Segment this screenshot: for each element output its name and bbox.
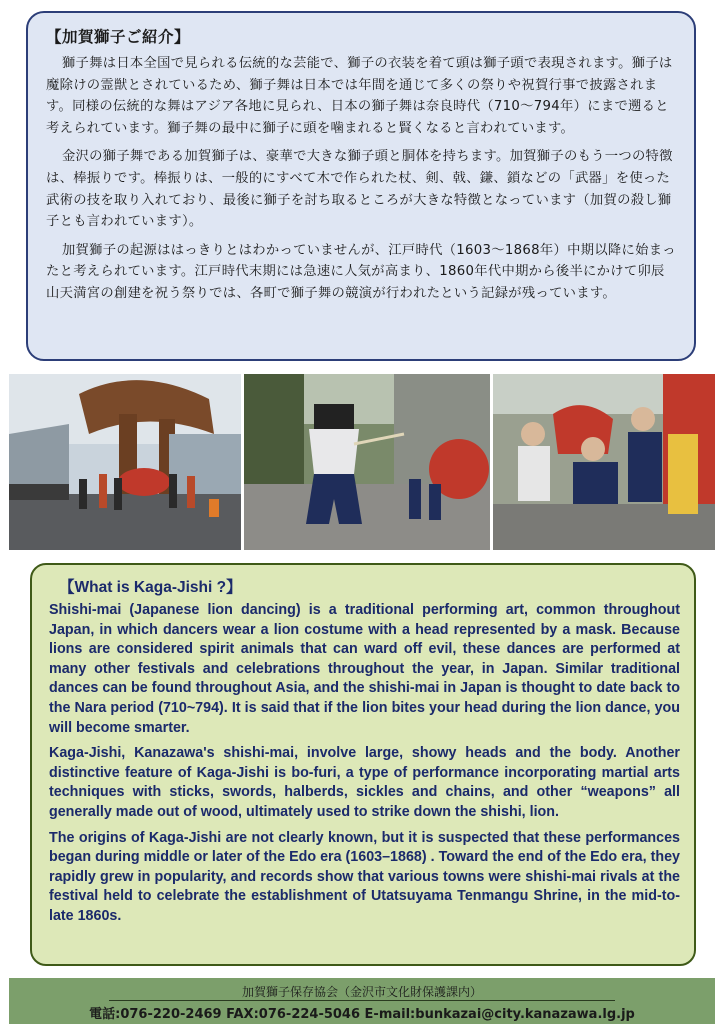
kanazawa-station-gate-photo bbox=[9, 374, 241, 550]
footer-organization: 加賀獅子保存協会（金沢市文化財保護課内） bbox=[241, 985, 482, 999]
english-paragraph-2: Kaga-Jishi, Kanazawa's shishi-mai, involve large, showy heads and the body. Another distinctive feature of Kaga-Jishi is bo-furi, a type of performance incorporating martial arts techniques with sticks, swords, halberds, sickles and chains, and other “weapons” all generally made out of wood, ultimately used to strike down the shishi, lion. bbox=[49, 745, 680, 820]
photo-strip bbox=[9, 374, 715, 550]
english-intro-box bbox=[30, 563, 696, 966]
japanese-paragraph-3: 加賀獅子の起源ははっきりとはわかっていませんが、江戸時代（1603～1868年）中期以降に始まったと考えられています。江戸時代末期には急速に人気が高まり、1860年代中期から後半にかけて卯辰山天満宮の創建を祝う祭りでは、各町で獅子舞の競演が行われたという記録が残っています。 bbox=[46, 242, 676, 301]
english-paragraph-1: Shishi-mai (Japanese lion dancing) is a traditional performing art, common throughout Japan, in which dancers wear a lion costume with a head represented by a mask. Because lions are considered spirit animals that can ward off evil, these dances are performed at many other festivals and celebrations throughout the year, in Japan. Similar traditional dances can be found throughout Asia, and the shishi-mai in Japan is thought to date back to the Nara period (710~794). It is said that if the lion bites your head during the lion dance, you will become smarter. bbox=[49, 602, 680, 736]
japanese-paragraph-2: 金沢の獅子舞である加賀獅子は、豪華で大きな獅子頭と胴体を持ちます。加賀獅子のもう一つの特徴は、棒振りです。棒振りは、一般的にすべて木で作られた杖、剣、戟、鎌、鎖などの「武器」を使った武術の技を取り入れており、最後に獅子を討ち取るところが大きな特徴となっています（加賀の殺し獅子とも言われています）。 bbox=[46, 149, 673, 230]
footer-divider bbox=[109, 1000, 615, 1001]
footer-contact: 電話:076-220-2469 FAX:076-224-5046 E-mail:bunkazai@city.kanazawa.lg.jp bbox=[89, 1007, 635, 1022]
lion-dance-crowd-photo bbox=[493, 374, 715, 550]
footer bbox=[9, 978, 715, 1024]
english-paragraph-3: The origins of Kaga-Jishi are not clearly known, but it is suspected that these performances began during middle or later of the Edo era (1603–1868) . Toward the end of the Edo era, they rapidly grew in popularity, and records show that various towns were shishi-mai rivals at the festival held to celebrate the establishment of Utatsuyama Tenmangu Shrine, in the mid-to-late 1860s. bbox=[49, 829, 680, 924]
japanese-intro-box bbox=[26, 11, 696, 361]
japanese-paragraph-1: 獅子舞は日本全国で見られる伝統的な芸能で、獅子の衣装を着て頭は獅子頭で表現されます。獅子は魔除けの霊獣とされているため、獅子舞は日本では年間を通じて多くの祭りや祝賀行事で披露されます。同様の伝統的な舞はアジア各地に見られ、日本の獅子舞は奈良時代（710～794年）にまで遡ると考えられています。獅子舞の最中に獅子に頭を噛まれると賢くなると言われています。 bbox=[46, 56, 673, 136]
english-title: 【What is Kaga-Jishi ?】 bbox=[59, 579, 242, 596]
bo-furi-performer-photo bbox=[244, 374, 490, 550]
japanese-title: 【加賀獅子ご紹介】 bbox=[46, 28, 191, 46]
